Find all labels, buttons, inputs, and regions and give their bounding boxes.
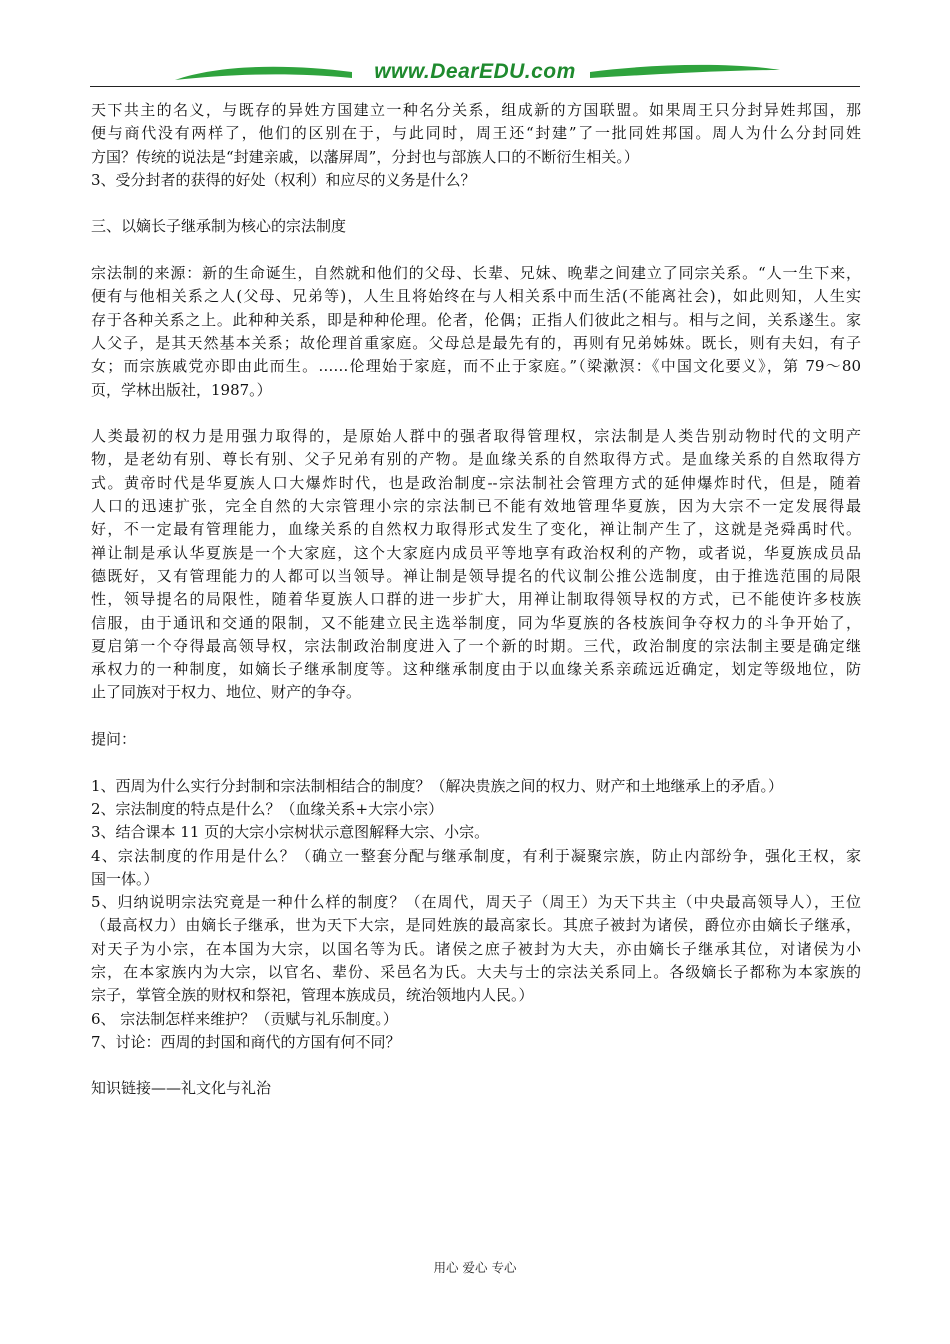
page-header — [90, 58, 860, 92]
text-line: 页，学林出版社，1987。） — [91, 380, 272, 399]
text-line: 承权力的一种制度，如嫡长子继承制度等。这种继承制度由于以血缘关系亲疏远近确定，划定等级地位，防 — [91, 660, 861, 679]
text-line: 便有与他相关系之人(父母、兄弟等)，人生且将始终在与人相关系中而生活(不能离社会)，如此则知，人生实 — [91, 287, 861, 306]
text-line: 人口的迅速扩张，完全自然的大宗管理小宗的宗法制已不能有效地管理华夏族，因为大宗不一定发展得最 — [91, 497, 861, 516]
text-line: 性，领导提名的局限性，随着华夏族人口群的进一步扩大，用禅让制取得领导权的方式，已不能使许多枝族 — [91, 590, 861, 609]
text-line: 知识链接——礼文化与礼治 — [91, 1079, 272, 1098]
text-line: 存于各种关系之上。此种种关系，即是种种伦理。伦者，伦偶；正指人们彼此之相与。相与之间，关系遂生。家 — [91, 310, 861, 329]
text-line: 式。黄帝时代是华夏族人口大爆炸时代，也是政治制度--宗法制社会管理方式的延伸爆炸时代，但是，随着 — [91, 473, 861, 492]
text-line: 3、结合课本 11 页的大宗小宗树状示意图解释大宗、小宗。 — [91, 823, 490, 842]
blank-line — [91, 192, 861, 215]
text-line: 2、宗法制度的特点是什么？（血缘关系+大宗小宗） — [91, 799, 444, 818]
blank-line — [91, 239, 861, 262]
text-line: 夏启第一个夺得最高领导权，宗法制政治制度进入了一个新的时期。三代，政治制度的宗法制主要是确定继 — [91, 636, 861, 655]
text-line: 提问： — [91, 730, 137, 749]
text-line: 禅让制是承认华夏族是一个大家庭，这个大家庭内成员平等地享有政治权利的产物，或者说，华夏族成员品 — [91, 543, 861, 562]
text-line: 7、讨论：西周的封国和商代的方国有何不同？ — [91, 1032, 401, 1051]
text-line: 国一体。） — [91, 869, 159, 888]
document-body — [91, 99, 861, 1101]
text-line: （最高权力）由嫡长子继承，世为天下大宗，是同姓族的最高家长。其庶子被封为诸侯，爵位亦由嫡长子继承， — [91, 916, 861, 935]
text-line: 天下共主的名义，与既存的异姓方国建立一种名分关系，组成新的方国联盟。如果周王只分封异姓邦国，那 — [91, 101, 861, 119]
text-line: 信服，由于通讯和交通的限制，又不能建立民主选举制度，同为华夏族的各枝族间争夺权力的斗争开始了， — [91, 613, 861, 632]
text-line: 5、归纳说明宗法究竟是一种什么样的制度？（在周代，周天子（周王）为天下共主（中央最高领导人），王位 — [91, 893, 861, 912]
text-line: 1、西周为什么实行分封制和宗法制相结合的制度？（解决贵族之间的权力、财产和土地继承上的矛盾。） — [91, 776, 784, 795]
text-line: 宗法制的来源：新的生命诞生，自然就和他们的父母、长辈、兄妹、晚辈之间建立了同宗关系。“人一生下来， — [91, 264, 861, 283]
text-line: 对天子为小宗，在本国为大宗，以国名等为氏。诸侯之庶子被封为大夫，亦由嫡长子继承其位，对诸侯为小 — [91, 939, 861, 958]
blank-line — [91, 705, 861, 728]
text-line: 方国？传统的说法是“封建亲戚，以藩屏周”，分封也与部族人口的不断衍生相关。） — [91, 147, 639, 166]
text-line: 物，是老幼有别、尊长有别、父子兄弟有别的产物。是血缘关系的自然取得方式。是血缘关系的自然取得方 — [91, 450, 861, 469]
text-line: 好，不一定最有管理能力，血缘关系的自然权力取得形式发生了变化，禅让制产生了，这就是尧舜禹时代。 — [91, 520, 861, 539]
text-line: 女；而宗族戚党亦即由此而生。……伦理始于家庭，而不止于家庭。”（梁漱溟：《中国文化要义》，第 79～80 — [91, 357, 861, 376]
text-line: 便与商代没有两样了，他们的区别在于，与此同时，周王还“封建”了一批同姓邦国。周人为什么分封同姓 — [91, 124, 861, 143]
text-line: 6、 宗法制怎样来维护？（贡赋与礼乐制度。） — [91, 1009, 398, 1028]
text-line: 德既好，又有管理能力的人都可以当领导。禅让制是领导提名的代议制公推公选制度，由于推选范围的局限 — [91, 566, 861, 585]
blank-line — [91, 751, 861, 774]
blank-line — [91, 402, 861, 425]
text-line: 宗，在本家族内为大宗，以官名、辈份、采邑名为氏。大夫与士的宗法关系同上。各级嫡长子都称为本家族的 — [91, 962, 861, 981]
text-line: 三、以嫡长子继承制为核心的宗法制度 — [91, 217, 347, 236]
text-line: 人父子，是其天然基本关系；故伦理首重家庭。父母总是最先有的，再则有兄弟姊妹。既长，则有夫妇，有子 — [91, 333, 861, 352]
header-divider — [90, 86, 860, 87]
text-line: 人类最初的权力是用强力取得的，是原始人群中的强者取得管理权，宗法制是人类告别动物时代的文明产 — [91, 427, 861, 446]
blank-line — [91, 1054, 861, 1077]
text-line: 4、宗法制度的作用是什么？（确立一整套分配与继承制度，有利于凝聚宗族，防止内部纷争，强化王权，家 — [91, 846, 861, 865]
site-logo-text[interactable]: www.DearEDU.com — [374, 60, 576, 83]
text-line: 3、受分封者的获得的好处（权利）和应尽的义务是什么？ — [91, 170, 476, 189]
page-footer: 用心 爱心 专心 — [433, 1260, 517, 1275]
text-line: 宗子，掌管全族的财权和祭祀，管理本族成员，统治领地内人民。） — [91, 986, 534, 1005]
text-line: 止了同族对于权力、地位、财产的争夺。 — [91, 683, 362, 702]
